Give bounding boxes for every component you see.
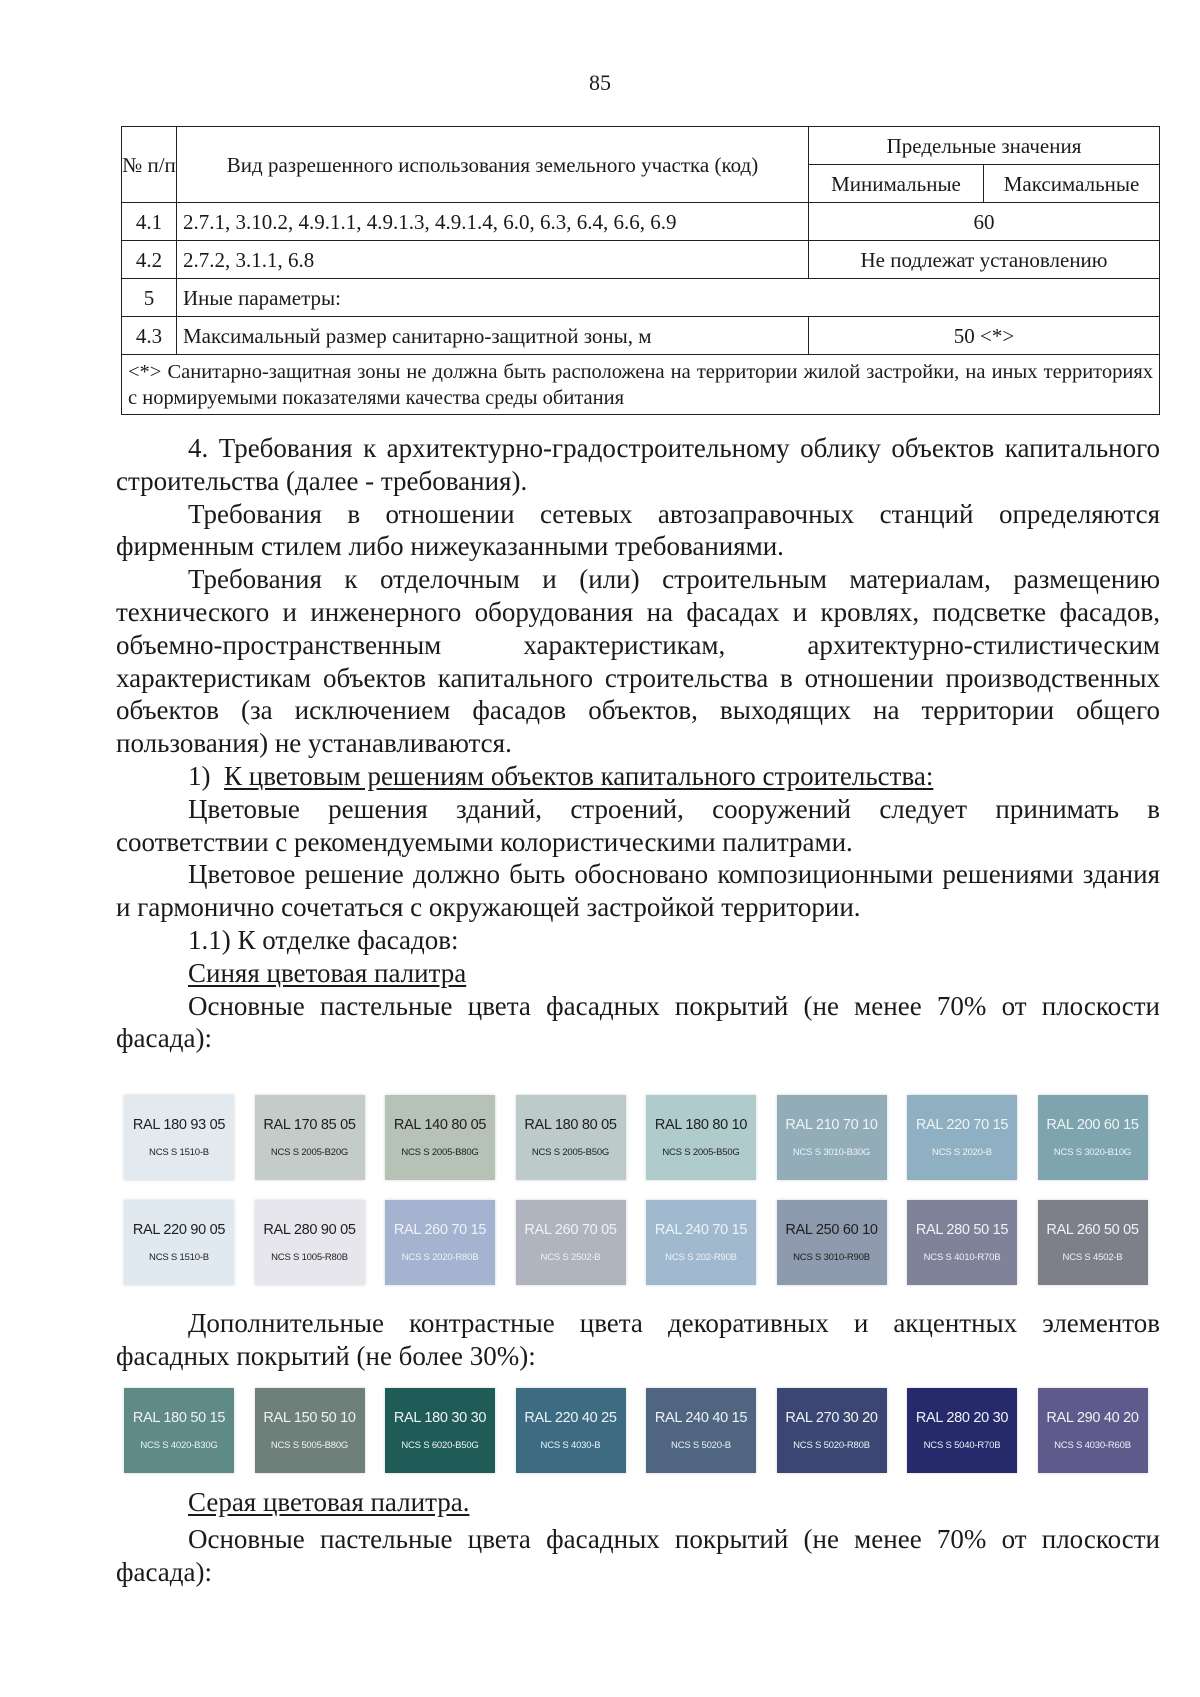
- header-min: Минимальные: [809, 165, 984, 203]
- paragraph-color-heading: [116, 760, 1160, 793]
- swatch-ncs-code: NCS S 2005-B50G: [531, 1147, 610, 1158]
- row-num: 5: [122, 279, 177, 317]
- palette-accent: [124, 1388, 1148, 1473]
- color-swatch: [777, 1200, 887, 1285]
- color-swatch: [516, 1200, 626, 1285]
- color-swatch: [255, 1095, 365, 1180]
- swatch-ncs-code: NCS S 4020-B30G: [140, 1440, 218, 1451]
- swatch-ncs-code: NCS S 4010-R70B: [923, 1252, 1001, 1263]
- swatch-ncs-code: NCS S 5005-B80G: [270, 1440, 349, 1451]
- palette-main: [124, 1095, 1148, 1285]
- swatch-ncs-code: NCS S 202-R90B: [665, 1252, 737, 1263]
- paragraph-gray-main-colors: Основные пастельные цвета фасадных покрытий (не менее 70% от плоскости фасада):: [116, 1523, 1160, 1587]
- swatch-ral-code: RAL 220 90 05: [132, 1222, 226, 1238]
- row-num: 4.1: [122, 203, 177, 241]
- swatch-ral-code: RAL 150 50 10: [263, 1410, 356, 1426]
- color-swatch: [1038, 1200, 1148, 1285]
- color-swatch: [385, 1095, 495, 1180]
- swatch-ncs-code: NCS S 2020-B: [932, 1147, 992, 1158]
- row-codes: 2.7.1, 3.10.2, 4.9.1.1, 4.9.1.3, 4.9.1.4, 6.0, 6.3, 6.4, 6.6, 6.9: [177, 203, 809, 241]
- swatch-ncs-code: NCS S 3010-B30G: [792, 1147, 871, 1158]
- swatch-ncs-code: NCS S 5020-B: [671, 1440, 731, 1451]
- row-codes: Максимальный размер санитарно-защитной зоны, м: [177, 317, 809, 355]
- limits-table: [121, 126, 1160, 415]
- row-value: 60: [809, 203, 1160, 241]
- swatch-ral-code: RAL 240 40 15: [654, 1410, 748, 1426]
- table-row: [122, 317, 1160, 355]
- color-swatch: [255, 1388, 365, 1473]
- color-swatch: [907, 1388, 1017, 1473]
- color-swatch: [516, 1388, 626, 1473]
- color-swatch: [124, 1388, 234, 1473]
- swatch-ncs-code: NCS S 2005-B50G: [662, 1147, 740, 1158]
- swatch-ral-code: RAL 180 80 05: [524, 1117, 617, 1133]
- header-max: Максимальные: [984, 165, 1160, 203]
- color-swatch: [646, 1095, 756, 1180]
- swatch-ncs-code: NCS S 6020-B50G: [401, 1440, 479, 1451]
- swatch-ral-code: RAL 280 50 15: [915, 1222, 1009, 1238]
- swatch-ral-code: RAL 180 80 10: [654, 1117, 748, 1133]
- table-row: [122, 241, 1160, 279]
- row-codes: 2.7.2, 3.1.1, 6.8: [177, 241, 809, 279]
- header-limits: Предельные значения: [809, 127, 1160, 165]
- paragraph-accent-colors: Дополнительные контрастные цвета декоративных и акцентных элементов фасадных покрытий (не более 30%):: [116, 1308, 1160, 1371]
- swatch-ral-code: RAL 180 93 05: [132, 1117, 226, 1133]
- swatch-ncs-code: NCS S 2502-B: [540, 1252, 601, 1263]
- color-swatch: [385, 1200, 495, 1285]
- color-swatch: [646, 1200, 756, 1285]
- swatch-ral-code: RAL 290 40 20: [1046, 1410, 1139, 1426]
- color-swatch: [907, 1095, 1017, 1180]
- swatch-ncs-code: NCS S 1510-B: [149, 1252, 209, 1263]
- swatch-ncs-code: NCS S 4030-B: [540, 1440, 601, 1451]
- swatch-ncs-code: NCS S 2020-R80B: [401, 1252, 479, 1263]
- paragraph-color-solutions: Цветовые решения зданий, строений, сооружений следует принимать в соответствии с рекомендуемыми колористическими палитрами.: [116, 793, 1160, 857]
- body-text-accent: [116, 1307, 1160, 1373]
- swatch-ncs-code: NCS S 5020-R80B: [793, 1440, 870, 1451]
- swatch-ral-code: RAL 280 90 05: [263, 1222, 356, 1238]
- swatch-ral-code: RAL 280 20 30: [915, 1410, 1009, 1426]
- swatch-ncs-code: NCS S 3020-B10G: [1053, 1147, 1132, 1158]
- header-type: Вид разрешенного использования земельного участка (код): [177, 127, 809, 203]
- color-heading-text: К цветовым решениям объектов капитального строительства:: [224, 760, 934, 791]
- row-num: 4.2: [122, 241, 177, 279]
- paragraph-main-colors: Основные пастельные цвета фасадных покрытий (не менее 70% от плоскости фасада):: [116, 990, 1160, 1054]
- swatch-ral-code: RAL 180 50 15: [132, 1410, 226, 1426]
- swatch-ncs-code: NCS S 4502-B: [1062, 1252, 1123, 1263]
- swatch-ral-code: RAL 270 30 20: [785, 1410, 878, 1426]
- row-value: 50 <*>: [809, 317, 1160, 355]
- color-swatch: [516, 1095, 626, 1180]
- swatch-ncs-code: NCS S 1510-B: [149, 1147, 209, 1158]
- swatch-ral-code: RAL 210 70 10: [785, 1117, 878, 1133]
- swatch-ncs-code: NCS S 4030-R60B: [1054, 1440, 1131, 1451]
- color-swatch: [385, 1388, 495, 1473]
- table-footnote: <*> Санитарно-защитная зоны не должна быть расположена на территории жилой застройки, на иных территориях с нормируемыми показателями качества среды обитания: [122, 355, 1160, 415]
- paragraph-color-justification: Цветовое решение должно быть обосновано композиционными решениями здания и гармонично сочетаться с окружающей застройкой территории.: [116, 859, 1160, 923]
- swatch-ral-code: RAL 220 40 25: [524, 1410, 617, 1426]
- row-codes: Иные параметры:: [177, 279, 1160, 317]
- table-row: [122, 279, 1160, 317]
- swatch-ncs-code: NCS S 5040-R70B: [923, 1440, 1001, 1451]
- color-swatch: [1038, 1095, 1148, 1180]
- body-text-bottom: [116, 1486, 1160, 1588]
- swatch-ncs-code: NCS S 3010-R90B: [793, 1252, 870, 1263]
- row-value: Не подлежат установлению: [809, 241, 1160, 279]
- paragraph-gas-stations: Требования в отношении сетевых автозаправочных станций определяются фирменным стилем либо нижеуказанными требованиями.: [116, 498, 1160, 562]
- gray-palette-title: Серая цветовая палитра.: [188, 1487, 470, 1517]
- color-swatch: [907, 1200, 1017, 1285]
- body-text-top: [116, 432, 1160, 1055]
- swatch-ral-code: RAL 180 30 30: [393, 1410, 487, 1426]
- color-swatch: [777, 1095, 887, 1180]
- swatch-ral-code: RAL 200 60 15: [1046, 1117, 1139, 1133]
- swatch-ral-code: RAL 140 80 05: [393, 1117, 487, 1133]
- paragraph-facade-finish: 1.1) К отделке фасадов:: [188, 924, 459, 955]
- swatch-ral-code: RAL 240 70 15: [654, 1222, 748, 1238]
- heading-blue-palette: [116, 957, 1160, 990]
- color-swatch: [124, 1095, 234, 1180]
- color-heading-num: 1): [188, 760, 211, 791]
- table-row: [122, 203, 1160, 241]
- swatch-ral-code: RAL 260 50 05: [1046, 1222, 1139, 1238]
- color-swatch: [646, 1388, 756, 1473]
- blue-palette-title: Синяя цветовая палитра: [188, 957, 467, 988]
- page-number: 85: [589, 70, 611, 95]
- swatch-ncs-code: NCS S 1005-R80B: [271, 1252, 348, 1263]
- color-swatch: [255, 1200, 365, 1285]
- heading-gray-palette: [116, 1486, 1160, 1519]
- paragraph-materials: Требования к отделочным и (или) строительным материалам, размещению технического и инженерного оборудования на фасадах и кровлях, подсветке фасадов, объемно-пространственным характеристикам, архитектурно-стилистическим характеристикам объектов капитального строительства в отношении производственных объектов (за исключением фасадов объектов, выходящих на территории общего пользования) не устанавливаются.: [116, 564, 1160, 759]
- paragraph-requirements: 4. Требования к архитектурно-градостроительному облику объектов капитального строительства (далее - требования).: [116, 433, 1160, 496]
- swatch-ral-code: RAL 260 70 05: [524, 1222, 617, 1238]
- swatch-ncs-code: NCS S 2005-B80G: [401, 1147, 479, 1158]
- color-swatch: [124, 1200, 234, 1285]
- swatch-ral-code: RAL 250 60 10: [785, 1222, 878, 1238]
- header-num: № п/п: [122, 127, 177, 203]
- swatch-ral-code: RAL 170 85 05: [263, 1117, 356, 1133]
- swatch-ral-code: RAL 220 70 15: [915, 1117, 1009, 1133]
- row-num: 4.3: [122, 317, 177, 355]
- color-swatch: [777, 1388, 887, 1473]
- swatch-ral-code: RAL 260 70 15: [393, 1222, 487, 1238]
- color-swatch: [1038, 1388, 1148, 1473]
- swatch-ncs-code: NCS S 2005-B20G: [270, 1147, 349, 1158]
